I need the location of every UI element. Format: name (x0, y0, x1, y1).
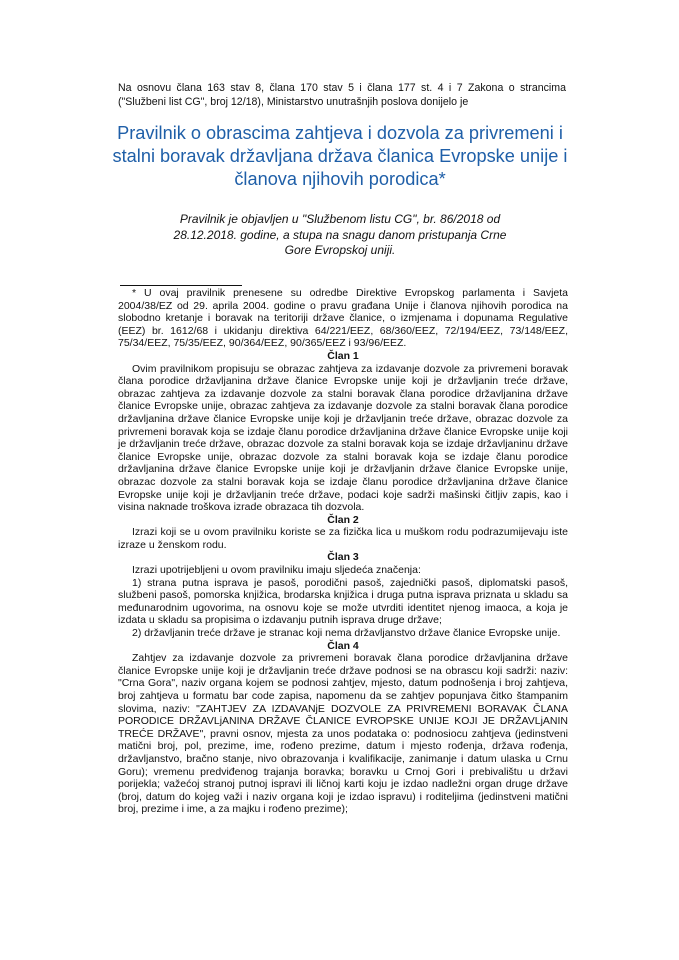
publication-note: Pravilnik je objavljen u "Službenom listu CG", br. 86/2018 od 28.12.2018. godine, a stupa na snagu danom pristupanja Crne Gore Evropskoj uniji. (173, 212, 507, 257)
article-3-heading: Član 3 (327, 551, 359, 564)
article-3-intro: Izrazi upotrijebljeni u ovom pravilniku imaju sljedeća značenja: (132, 564, 421, 577)
document-title: Pravilnik o obrascima zahtjeva i dozvola za privremeni i stalni boravak državljana država članica Evropske unije i članova njihovih porodica* (112, 123, 568, 189)
footnote-text: * U ovaj pravilnik prenesene su odredbe Direktive Evropskog parlamenta i Savjeta 2004/38/EZ od 29. aprila 2004. godine o pravu građana Unije i članova njihovih porodica na slobodno kretanje i boravak na teritoriji države članice, o izmjenama i dopunama Regulative (EEZ) br. 1612/68 i ukidanju direktiva 64/221/EEZ, 68/360/EEZ, 72/194/EEZ, 73/148/EEZ, 75/34/EEZ, 75/35/EEZ, 90/364/EEZ, 90/365/EEZ i 93/96/EEZ. (118, 287, 568, 350)
document-body (118, 287, 568, 816)
article-2-heading: Član 2 (327, 513, 359, 526)
article-3-item-2: 2) državljanin treće države je stranac koji nema državljanstvo države članice Evropske unije. (132, 627, 561, 640)
article-1-heading: Član 1 (327, 349, 359, 362)
footnote-divider (120, 285, 242, 286)
article-4-heading: Član 4 (327, 639, 359, 652)
article-1-text: Ovim pravilnikom propisuju se obrazac zahtjeva za izdavanje dozvole za privremeni boravak člana porodice državljanina države članice Evropske unije koji je državljanin treće države, obrazac zahtjeva za izdavanje dozvole za stalni boravak člana porodice državljanina države članice Evropske unije, obrazac zahtjeva za izdavanje dozvole za stalni boravak člana porodice državljanina države članice Evropske unije koji je državljanin treće države, obrazac dozvole za privremeni boravak koja se izdaje članu porodice državljanina države članice Evropske unije koji je državljanin treće države, obrazac dozvole za stalni boravak koja se izdaje državljaninu države članice Evropske unije, obrazac dozvole za stalni boravak koja se izdaje članu porodice državljanina države članice Evropske unije koji je državljanin države članice Evropske unije, obrazac dozvole za stalni boravak koja se izdaje članu porodice državljanina države članice Evropske unije koji je državljanin treće države, podaci koje sadrži mašinski čitljiv zapis, kao i visina naknade troškova izrade obrazaca tih dozvola. (118, 362, 568, 514)
article-4-text: Zahtjev za izdavanje dozvole za privremeni boravak člana porodice državljanina države članice Evropske unije koji je državljanin treće države podnosi se na obrascu koji sadrži: naziv: "Crna Gora", naziv organa kojem se podnosi zahtjev, mjesto, datum podnošenja i broj zahtjeva, broj zahtjeva u formatu bar code zapisa, napomenu da se zahtjev popunjava čitko štampanim slovima, naziv: "ZAHTJEV ZA IZDAVANjE DOZVOLE ZA PRIVREMENI BORAVAK ČLANA PORODICE DRŽAVLjANINA DRŽAVE ČLANICE EVROPSKE UNIJE KOJI JE DRŽAVLjANIN TREĆE DRŽAVE", pravni osnov, mjesta za unos podataka o: podnosiocu zahtjeva (jedinstveni matični broj, pol, prezime, ime, rođeno prezime, datum i mjesto rođenja, država rođenja, državljanstvo, bračno stanje, nivo obrazovanja i kvalifikacije, zanimanje i datum ulaska u Crnu Goru); vremenu predviđenog trajanja boravka; boravku u Crnoj Gori i prebivalištu u državi porijekla; važećoj stranoj putnoj ispravi ili ličnoj karti koju je izdao nadležni organ druge države (broj, datum do kojeg važi i naziv organa koji je izdao ispravu) i roditeljima (jedinstveni matični broj, prezime i ime, a za majku i rođeno prezime); (118, 652, 568, 816)
article-2-text: Izrazi koji se u ovom pravilniku koriste se za fizička lica u muškom rodu podrazumijevaju iste izraze u ženskom rodu. (118, 526, 568, 551)
preamble-text: Na osnovu člana 163 stav 8, člana 170 stav 5 i člana 177 st. 4 i 7 Zakona o strancima ("Službeni list CG", broj 12/18), Ministarstvo unutrašnjih poslova donijelo je (118, 82, 566, 108)
article-3-item-1: 1) strana putna isprava je pasoš, porodični pasoš, zajednički pasoš, diplomatski pasoš, službeni pasoš, pomorska knjižica, brodarska knjižica i druga putna isprava priznata u skladu sa međunarodnim ugovorima, na osnovu koje se može utvrditi identitet njenog imaoca, a koja je izdata u skladu sa propisima o izdavanju putnih isprava druge države; (118, 576, 568, 627)
